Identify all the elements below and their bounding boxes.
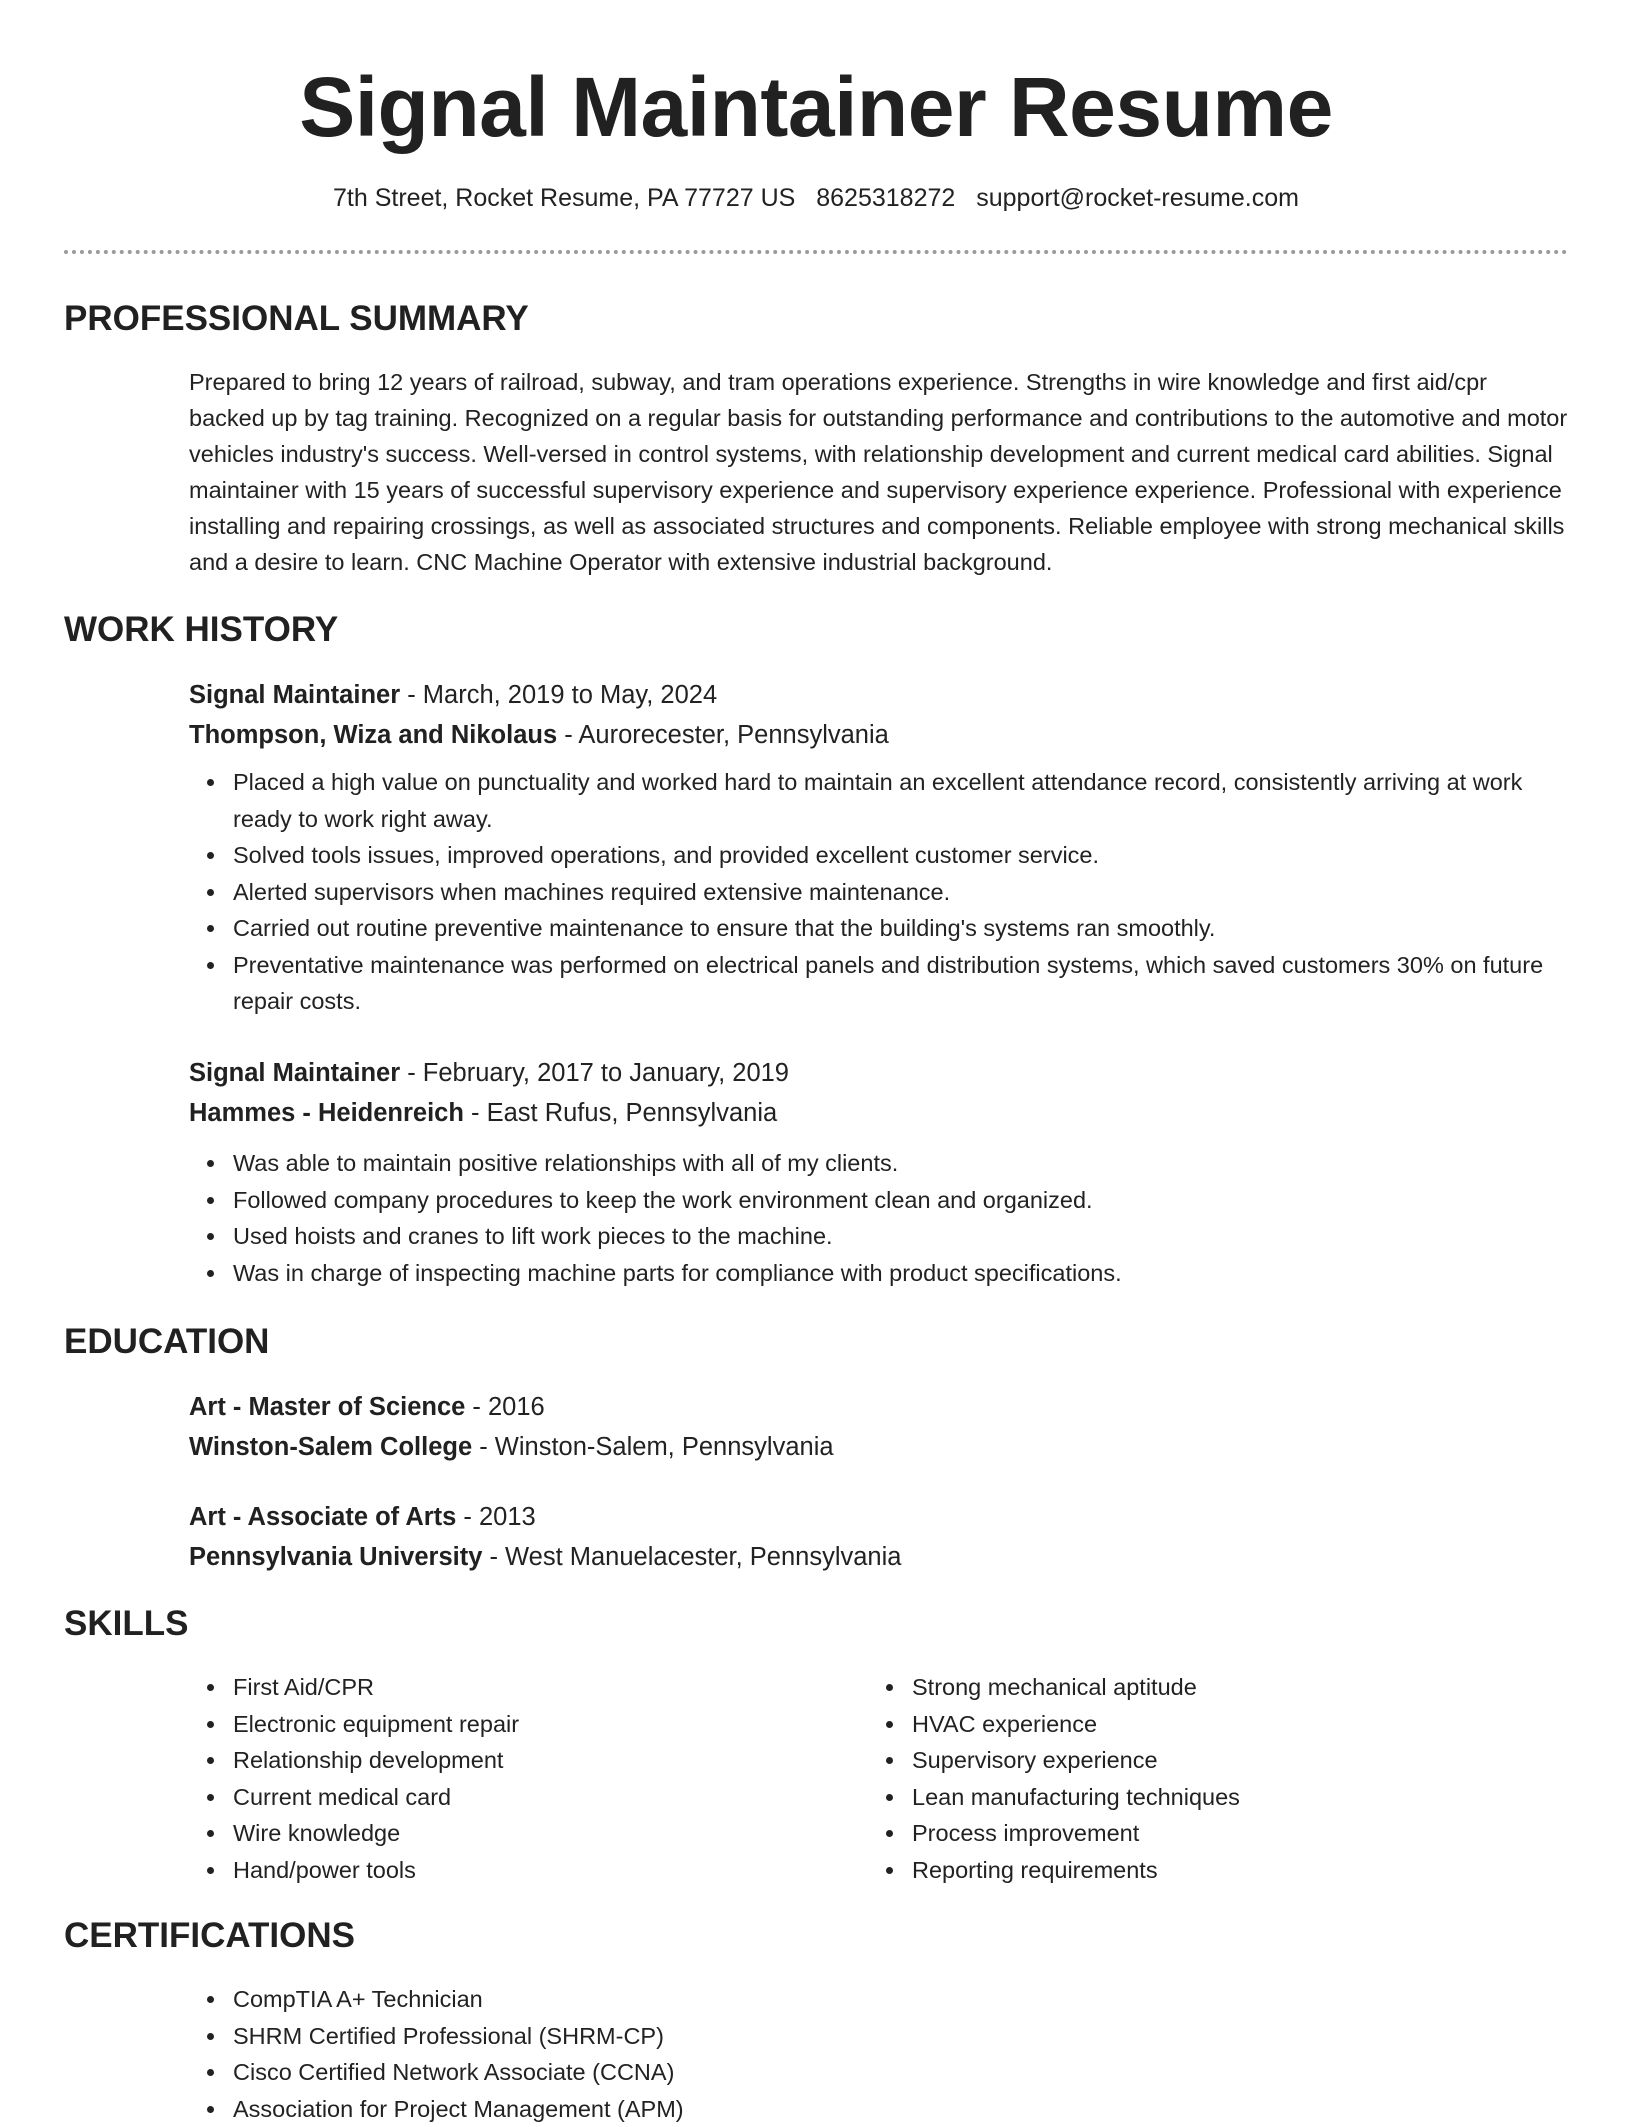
degree-year: - 2016	[465, 1393, 544, 1421]
list-item: First Aid/CPR	[189, 1669, 868, 1706]
job-bullets	[189, 764, 1569, 1020]
contact-address: 7th Street, Rocket Resume, PA 77727 US	[333, 184, 795, 212]
list-item: Hand/power tools	[189, 1852, 868, 1889]
contact-line	[0, 180, 1632, 216]
list-item: Preventative maintenance was performed on electrical panels and distribution systems, which saved customers 30% on future repair costs.	[189, 947, 1569, 1020]
job-title-line	[189, 675, 1569, 715]
list-item: Reporting requirements	[868, 1852, 1547, 1889]
certifications-heading: CERTIFICATIONS	[64, 1914, 355, 1958]
header-divider	[64, 250, 1568, 254]
job-entry-1	[189, 675, 1569, 1020]
skills-list-left	[189, 1669, 868, 1888]
list-item: Was able to maintain positive relationships with all of my clients.	[189, 1145, 1569, 1182]
list-item: Lean manufacturing techniques	[868, 1779, 1547, 1816]
list-item: Cisco Certified Network Associate (CCNA)	[189, 2054, 1569, 2091]
skills-list-right	[868, 1669, 1547, 1888]
list-item: Placed a high value on punctuality and worked hard to maintain an excellent attendance record, consistently arriving at work ready to work right away.	[189, 764, 1569, 837]
skills-heading: SKILLS	[64, 1602, 188, 1646]
degree-year: - 2013	[456, 1503, 535, 1531]
list-item: HVAC experience	[868, 1706, 1547, 1743]
list-item: Wire knowledge	[189, 1815, 868, 1852]
job-dates: - March, 2019 to May, 2024	[400, 681, 717, 709]
school: Pennsylvania University	[189, 1543, 482, 1571]
skills-section	[189, 1669, 1569, 1888]
resume-title: Signal Maintainer Resume	[0, 52, 1632, 162]
list-item: SHRM Certified Professional (SHRM-CP)	[189, 2018, 1569, 2055]
school-line	[189, 1427, 1569, 1467]
list-item: CompTIA A+ Technician	[189, 1981, 1569, 2018]
job-company: Thompson, Wiza and Nikolaus	[189, 721, 557, 749]
list-item: Process improvement	[868, 1815, 1547, 1852]
list-item: Alerted supervisors when machines required extensive maintenance.	[189, 874, 1569, 911]
contact-phone: 8625318272	[816, 184, 955, 212]
list-item: Association for Project Management (APM)	[189, 2091, 1569, 2127]
job-company-line	[189, 1093, 1569, 1133]
education-entry-2	[189, 1497, 1569, 1577]
school: Winston-Salem College	[189, 1433, 472, 1461]
list-item: Strong mechanical aptitude	[868, 1669, 1547, 1706]
summary-text: Prepared to bring 12 years of railroad, subway, and tram operations experience. Strengths in wire knowledge and first aid/cpr backed up by tag training. Recognized on a regular basis for outstanding performance and contributions to the automotive and motor vehicles industry's success. Well-versed in control systems, with relationship development and current medical card abilities. Signal maintainer with 15 years of successful supervisory experience and supervisory experience experience. Professional with experience installing and repairing crossings, as well as associated structures and components. Reliable employee with strong mechanical skills and a desire to learn. CNC Machine Operator with extensive industrial background.	[189, 364, 1569, 580]
list-item: Used hoists and cranes to lift work pieces to the machine.	[189, 1218, 1569, 1255]
list-item: Relationship development	[189, 1742, 868, 1779]
job-title: Signal Maintainer	[189, 1059, 400, 1087]
job-company: Hammes - Heidenreich	[189, 1099, 464, 1127]
list-item: Was in charge of inspecting machine parts for compliance with product specifications.	[189, 1255, 1569, 1292]
degree-line	[189, 1497, 1569, 1537]
list-item: Supervisory experience	[868, 1742, 1547, 1779]
education-entry-1	[189, 1387, 1569, 1467]
job-entry-2	[189, 1053, 1569, 1291]
list-item: Solved tools issues, improved operations, and provided excellent customer service.	[189, 837, 1569, 874]
job-title: Signal Maintainer	[189, 681, 400, 709]
contact-email: support@rocket-resume.com	[976, 184, 1299, 212]
degree-line	[189, 1387, 1569, 1427]
job-title-line	[189, 1053, 1569, 1093]
list-item: Electronic equipment repair	[189, 1706, 868, 1743]
work-history-heading: WORK HISTORY	[64, 608, 338, 652]
degree: Art - Master of Science	[189, 1393, 465, 1421]
school-location: - Winston-Salem, Pennsylvania	[472, 1433, 833, 1461]
degree: Art - Associate of Arts	[189, 1503, 456, 1531]
job-company-line	[189, 715, 1569, 755]
list-item: Followed company procedures to keep the work environment clean and organized.	[189, 1182, 1569, 1219]
education-heading: EDUCATION	[64, 1320, 269, 1364]
school-line	[189, 1537, 1569, 1577]
job-location: - East Rufus, Pennsylvania	[464, 1099, 777, 1127]
summary-section	[189, 364, 1569, 580]
job-dates: - February, 2017 to January, 2019	[400, 1059, 789, 1087]
summary-heading: PROFESSIONAL SUMMARY	[64, 297, 529, 341]
job-location: - Aurorecester, Pennsylvania	[557, 721, 889, 749]
list-item: Carried out routine preventive maintenance to ensure that the building's systems ran smoothly.	[189, 910, 1569, 947]
school-location: - West Manuelacester, Pennsylvania	[482, 1543, 901, 1571]
list-item: Current medical card	[189, 1779, 868, 1816]
certifications-section	[189, 1981, 1569, 2127]
job-bullets	[189, 1145, 1569, 1291]
certifications-list	[189, 1981, 1569, 2127]
